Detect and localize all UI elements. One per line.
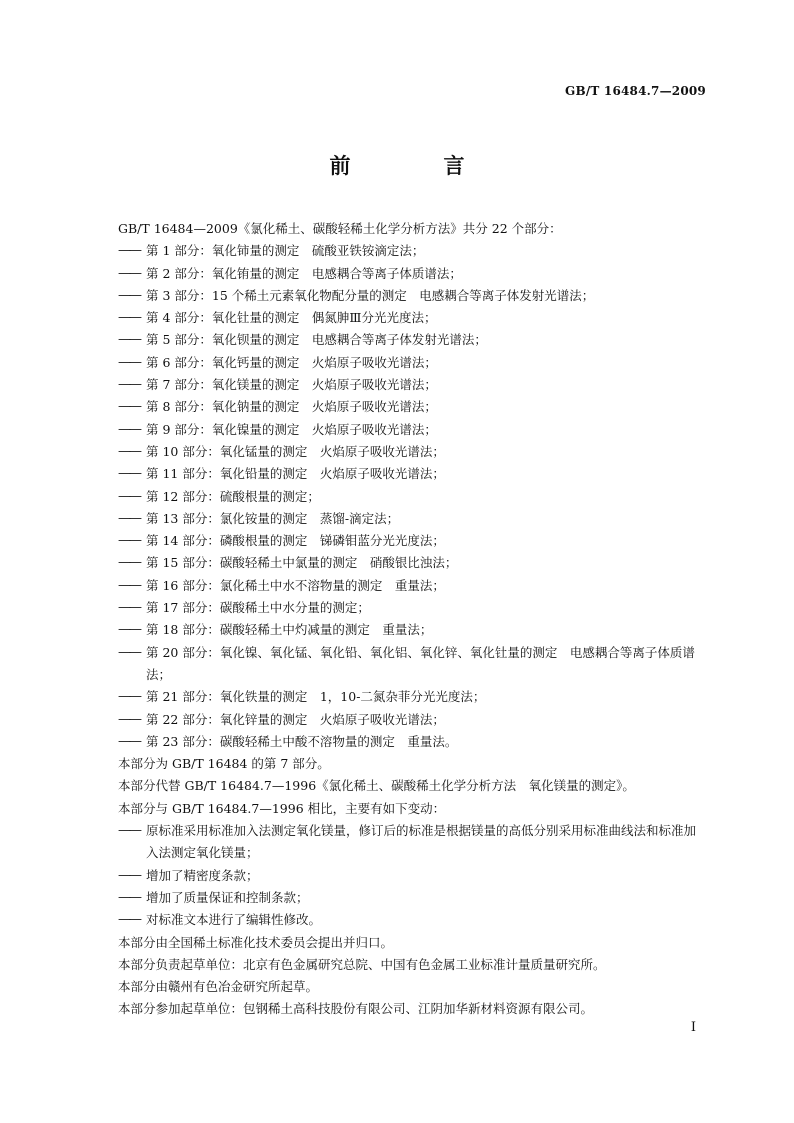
list-item: —— 第 20 部分：氧化镍、氧化锰、氧化铅、氧化铝、氧化锌、氧化钍量的测定 电感耦合等离子体质谱法；: [118, 642, 708, 687]
list-item: —— 第 1 部分：氧化铈量的测定 硫酸亚铁铵滴定法；: [118, 240, 708, 262]
drafted-by-text: 本部分负责起草单位：北京有色金属研究总院、中国有色金属工业标准计量质量研究所。: [118, 956, 606, 972]
proposed-by-text: 本部分由全国稀土标准化技术委员会提出并归口。: [118, 934, 394, 950]
dash: ——: [118, 533, 140, 549]
list-item: —— 第 17 部分：碳酸稀土中水分量的测定；: [118, 597, 708, 619]
dash: ——: [118, 377, 140, 393]
dash: ——: [118, 287, 140, 303]
list-item: —— 第 3 部分：15 个稀土元素氧化物配分量的测定 电感耦合等离子体发射光谱法；: [118, 285, 708, 307]
part-of-text: 本部分为 GB/T 16484 的第 7 部分。: [118, 756, 330, 772]
page-title: 前 言: [329, 153, 501, 178]
dash: ——: [118, 689, 140, 705]
dash: ——: [118, 600, 140, 616]
dash: ——: [118, 577, 140, 593]
dash: ——: [118, 555, 140, 571]
dash: ——: [118, 644, 140, 660]
dash: ——: [118, 912, 140, 928]
dash: ——: [118, 711, 140, 727]
list-item: —— 第 7 部分：氧化镁量的测定 火焰原子吸收光谱法；: [118, 374, 708, 396]
list-item: —— 第 6 部分：氧化钙量的测定 火焰原子吸收光谱法；: [118, 352, 708, 374]
dash: ——: [118, 354, 140, 370]
dash: ——: [118, 733, 140, 749]
list-item: —— 第 5 部分：氧化钡量的测定 电感耦合等离子体发射光谱法；: [118, 329, 708, 351]
list-item: —— 第 15 部分：碳酸轻稀土中氯量的测定 硝酸银比浊法；: [118, 552, 708, 574]
dash: ——: [118, 243, 140, 259]
dash: ——: [118, 421, 140, 437]
parts-list: [118, 240, 708, 753]
dash: ——: [118, 265, 140, 281]
replaces-text: 本部分代替 GB/T 16484.7—1996《氯化稀土、碳酸稀土化学分析方法 氧化镁量的测定》。: [118, 778, 635, 794]
dash: ——: [118, 443, 140, 459]
page-number: I: [690, 1020, 696, 1035]
dash: ——: [118, 488, 140, 504]
list-item: —— 第 21 部分：氧化铁量的测定 1，10-二氮杂菲分光光度法；: [118, 686, 708, 708]
dash: ——: [118, 399, 140, 415]
drafted-org-text: 本部分由赣州有色冶金研究所起草。: [118, 979, 319, 995]
list-item: —— 第 8 部分：氧化钠量的测定 火焰原子吸收光谱法；: [118, 396, 708, 418]
list-item: —— 第 4 部分：氧化钍量的测定 偶氮胂Ⅲ分光光度法；: [118, 307, 708, 329]
dash: ——: [118, 332, 140, 348]
list-item: —— 第 14 部分：磷酸根量的测定 锑磷钼蓝分光光度法；: [118, 530, 708, 552]
dash: ——: [118, 466, 140, 482]
participants-text: 本部分参加起草单位：包钢稀土高科技股份有限公司、江阴加华新材料资源有限公司。: [118, 1001, 594, 1017]
list-item: —— 对标准文本进行了编辑性修改。: [118, 909, 708, 931]
list-item: —— 第 23 部分：碳酸轻稀土中酸不溶物量的测定 重量法。: [118, 731, 708, 753]
list-item: —— 第 12 部分：硫酸根量的测定；: [118, 486, 708, 508]
dash: ——: [118, 823, 140, 839]
list-item: —— 第 16 部分：氯化稀土中水不溶物量的测定 重量法；: [118, 575, 708, 597]
list-item: —— 增加了精密度条款；: [118, 865, 708, 887]
list-item: —— 第 2 部分：氧化铕量的测定 电感耦合等离子体质谱法；: [118, 263, 708, 285]
dash: ——: [118, 310, 140, 326]
dash: ——: [118, 622, 140, 638]
list-item: —— 第 9 部分：氧化镍量的测定 火焰原子吸收光谱法；: [118, 419, 708, 441]
intro-text: GB/T 16484—2009《氯化稀土、碳酸轻稀土化学分析方法》共分 22 个部分：: [118, 221, 562, 236]
list-item: —— 第 18 部分：碳酸轻稀土中灼减量的测定 重量法；: [118, 619, 708, 641]
changes-list: [118, 820, 708, 931]
list-item: —— 第 11 部分：氧化铅量的测定 火焰原子吸收光谱法；: [118, 463, 708, 485]
dash: ——: [118, 889, 140, 905]
list-item: —— 第 22 部分：氧化锌量的测定 火焰原子吸收光谱法；: [118, 709, 708, 731]
list-item: —— 原标准采用标准加入法测定氧化镁量，修订后的标准是根据镁量的高低分别采用标准曲线法和标准加入法测定氧化镁量；: [118, 820, 708, 865]
list-item: —— 第 10 部分：氧化锰量的测定 火焰原子吸收光谱法；: [118, 441, 708, 463]
list-item: —— 增加了质量保证和控制条款；: [118, 887, 708, 909]
standard-code: GB/T 16484.7—2009: [565, 84, 706, 98]
list-item: —— 第 13 部分：氯化铵量的测定 蒸馏-滴定法；: [118, 508, 708, 530]
dash: ——: [118, 867, 140, 883]
changes-intro: 本部分与 GB/T 16484.7—1996 相比，主要有如下变动：: [118, 800, 446, 816]
dash: ——: [118, 510, 140, 526]
foreword-body: [118, 218, 708, 1021]
